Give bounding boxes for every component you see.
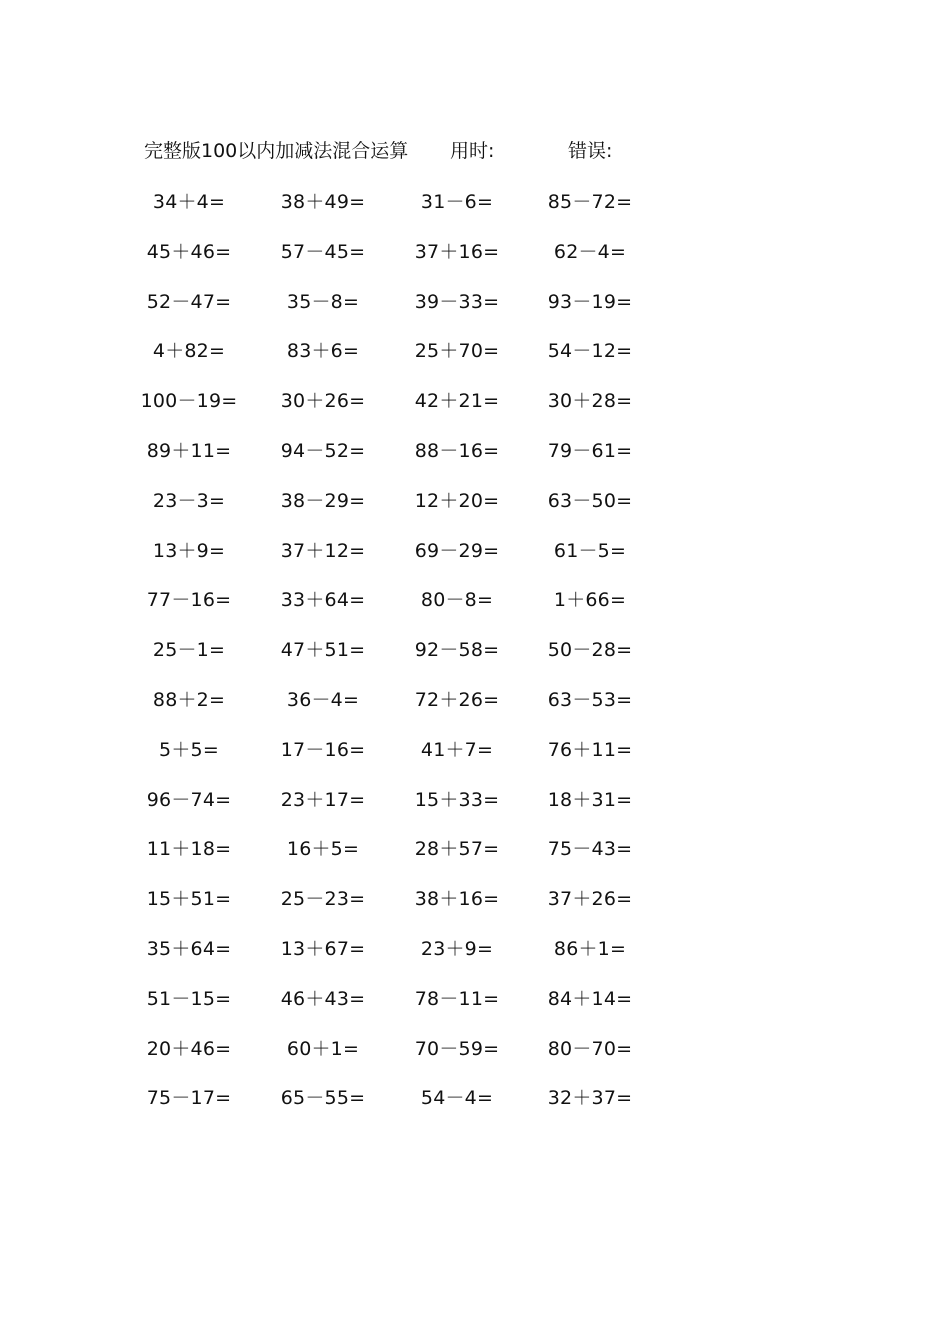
math-problem: 75－17= [146,1087,232,1110]
math-problem: 100－19= [140,390,238,413]
problem-row [0,879,950,929]
math-problem: 46＋43= [280,987,366,1010]
math-problem: 28＋57= [414,838,500,861]
math-problem: 85－72= [547,191,633,213]
math-problem: 35－8= [286,290,360,313]
math-problem: 36－4= [286,688,360,711]
math-problem: 25－1= [152,639,226,662]
math-problem: 13＋67= [280,937,366,960]
problem-row [0,580,950,630]
math-problem: 93－19= [547,290,633,313]
math-problem: 34＋4= [152,191,226,213]
math-problem: 51－15= [146,987,232,1010]
problem-row [0,929,950,979]
math-problem: 94－52= [280,439,366,462]
problem-row [0,431,950,481]
math-problem: 92－58= [414,639,500,662]
math-problem: 5＋5= [159,738,219,761]
math-problem: 4＋82= [152,340,226,363]
problem-row [0,232,950,282]
math-problem: 54－4= [420,1087,494,1110]
math-problem: 75－43= [547,838,633,861]
math-problem: 38＋49= [280,191,366,213]
math-problem: 23－3= [152,489,226,512]
math-problem: 50－28= [547,639,633,662]
problem-row [0,730,950,780]
math-problem: 38＋16= [414,888,500,911]
math-problem: 15＋51= [146,888,232,911]
math-problem: 25－23= [280,888,366,911]
math-problem: 25＋70= [414,340,500,363]
math-problem: 86＋1= [553,937,627,960]
math-problem: 23＋9= [420,937,494,960]
math-problem: 23＋17= [280,788,366,811]
math-problem: 96－74= [146,788,232,811]
math-problem: 62－4= [553,240,627,263]
math-problem: 11＋18= [146,838,232,861]
math-problem: 78－11= [414,987,500,1010]
math-problem: 35＋64= [146,937,232,960]
math-problem: 32＋37= [547,1087,633,1110]
math-problem: 60＋1= [286,1037,360,1060]
math-problem: 16＋5= [286,838,360,861]
problem-row [0,829,950,879]
math-problem: 72＋26= [414,688,500,711]
math-problem: 37＋12= [280,539,366,562]
problem-row [0,381,950,431]
problem-row [0,1078,950,1128]
problem-row [0,680,950,730]
math-problem: 31－6= [420,191,494,213]
math-problem: 63－53= [547,688,633,711]
math-problem: 1＋66= [553,589,627,612]
math-problem: 77－16= [146,589,232,612]
math-problem: 30＋28= [547,390,633,413]
math-problem: 65－55= [280,1087,366,1110]
math-problem: 70－59= [414,1037,500,1060]
math-problem: 13＋9= [152,539,226,562]
problem-row [0,182,950,232]
problem-grid [0,182,950,1128]
error-label: 错误: [568,140,613,162]
math-problem: 47＋51= [280,639,366,662]
math-problem: 38－29= [280,489,366,512]
math-problem: 37＋26= [547,888,633,911]
problem-row [0,531,950,581]
math-problem: 42＋21= [414,390,500,413]
math-problem: 54－12= [547,340,633,363]
math-problem: 30＋26= [280,390,366,413]
math-problem: 45＋46= [146,240,232,263]
problem-row [0,979,950,1029]
worksheet-title: 完整版100以内加减法混合运算 [144,140,409,162]
problem-row [0,481,950,531]
math-problem: 69－29= [414,539,500,562]
math-problem: 37＋16= [414,240,500,263]
math-problem: 88＋2= [152,688,226,711]
math-problem: 12＋20= [414,489,500,512]
math-problem: 80－70= [547,1037,633,1060]
problem-row [0,630,950,680]
math-problem: 84＋14= [547,987,633,1010]
problem-row [0,282,950,332]
math-problem: 80－8= [420,589,494,612]
math-problem: 61－5= [553,539,627,562]
math-problem: 33＋64= [280,589,366,612]
math-problem: 52－47= [146,290,232,313]
math-problem: 41＋7= [420,738,494,761]
math-problem: 15＋33= [414,788,500,811]
problem-row [0,331,950,381]
math-problem: 17－16= [280,738,366,761]
math-problem: 39－33= [414,290,500,313]
time-label: 用时: [450,140,495,162]
problem-row [0,1029,950,1079]
problem-row [0,780,950,830]
math-problem: 76＋11= [547,738,633,761]
math-problem: 83＋6= [286,340,360,363]
math-problem: 79－61= [547,439,633,462]
math-problem: 88－16= [414,439,500,462]
math-problem: 63－50= [547,489,633,512]
math-problem: 20＋46= [146,1037,232,1060]
math-problem: 57－45= [280,240,366,263]
math-problem: 18＋31= [547,788,633,811]
worksheet-header [0,136,950,166]
math-problem: 89＋11= [146,439,232,462]
